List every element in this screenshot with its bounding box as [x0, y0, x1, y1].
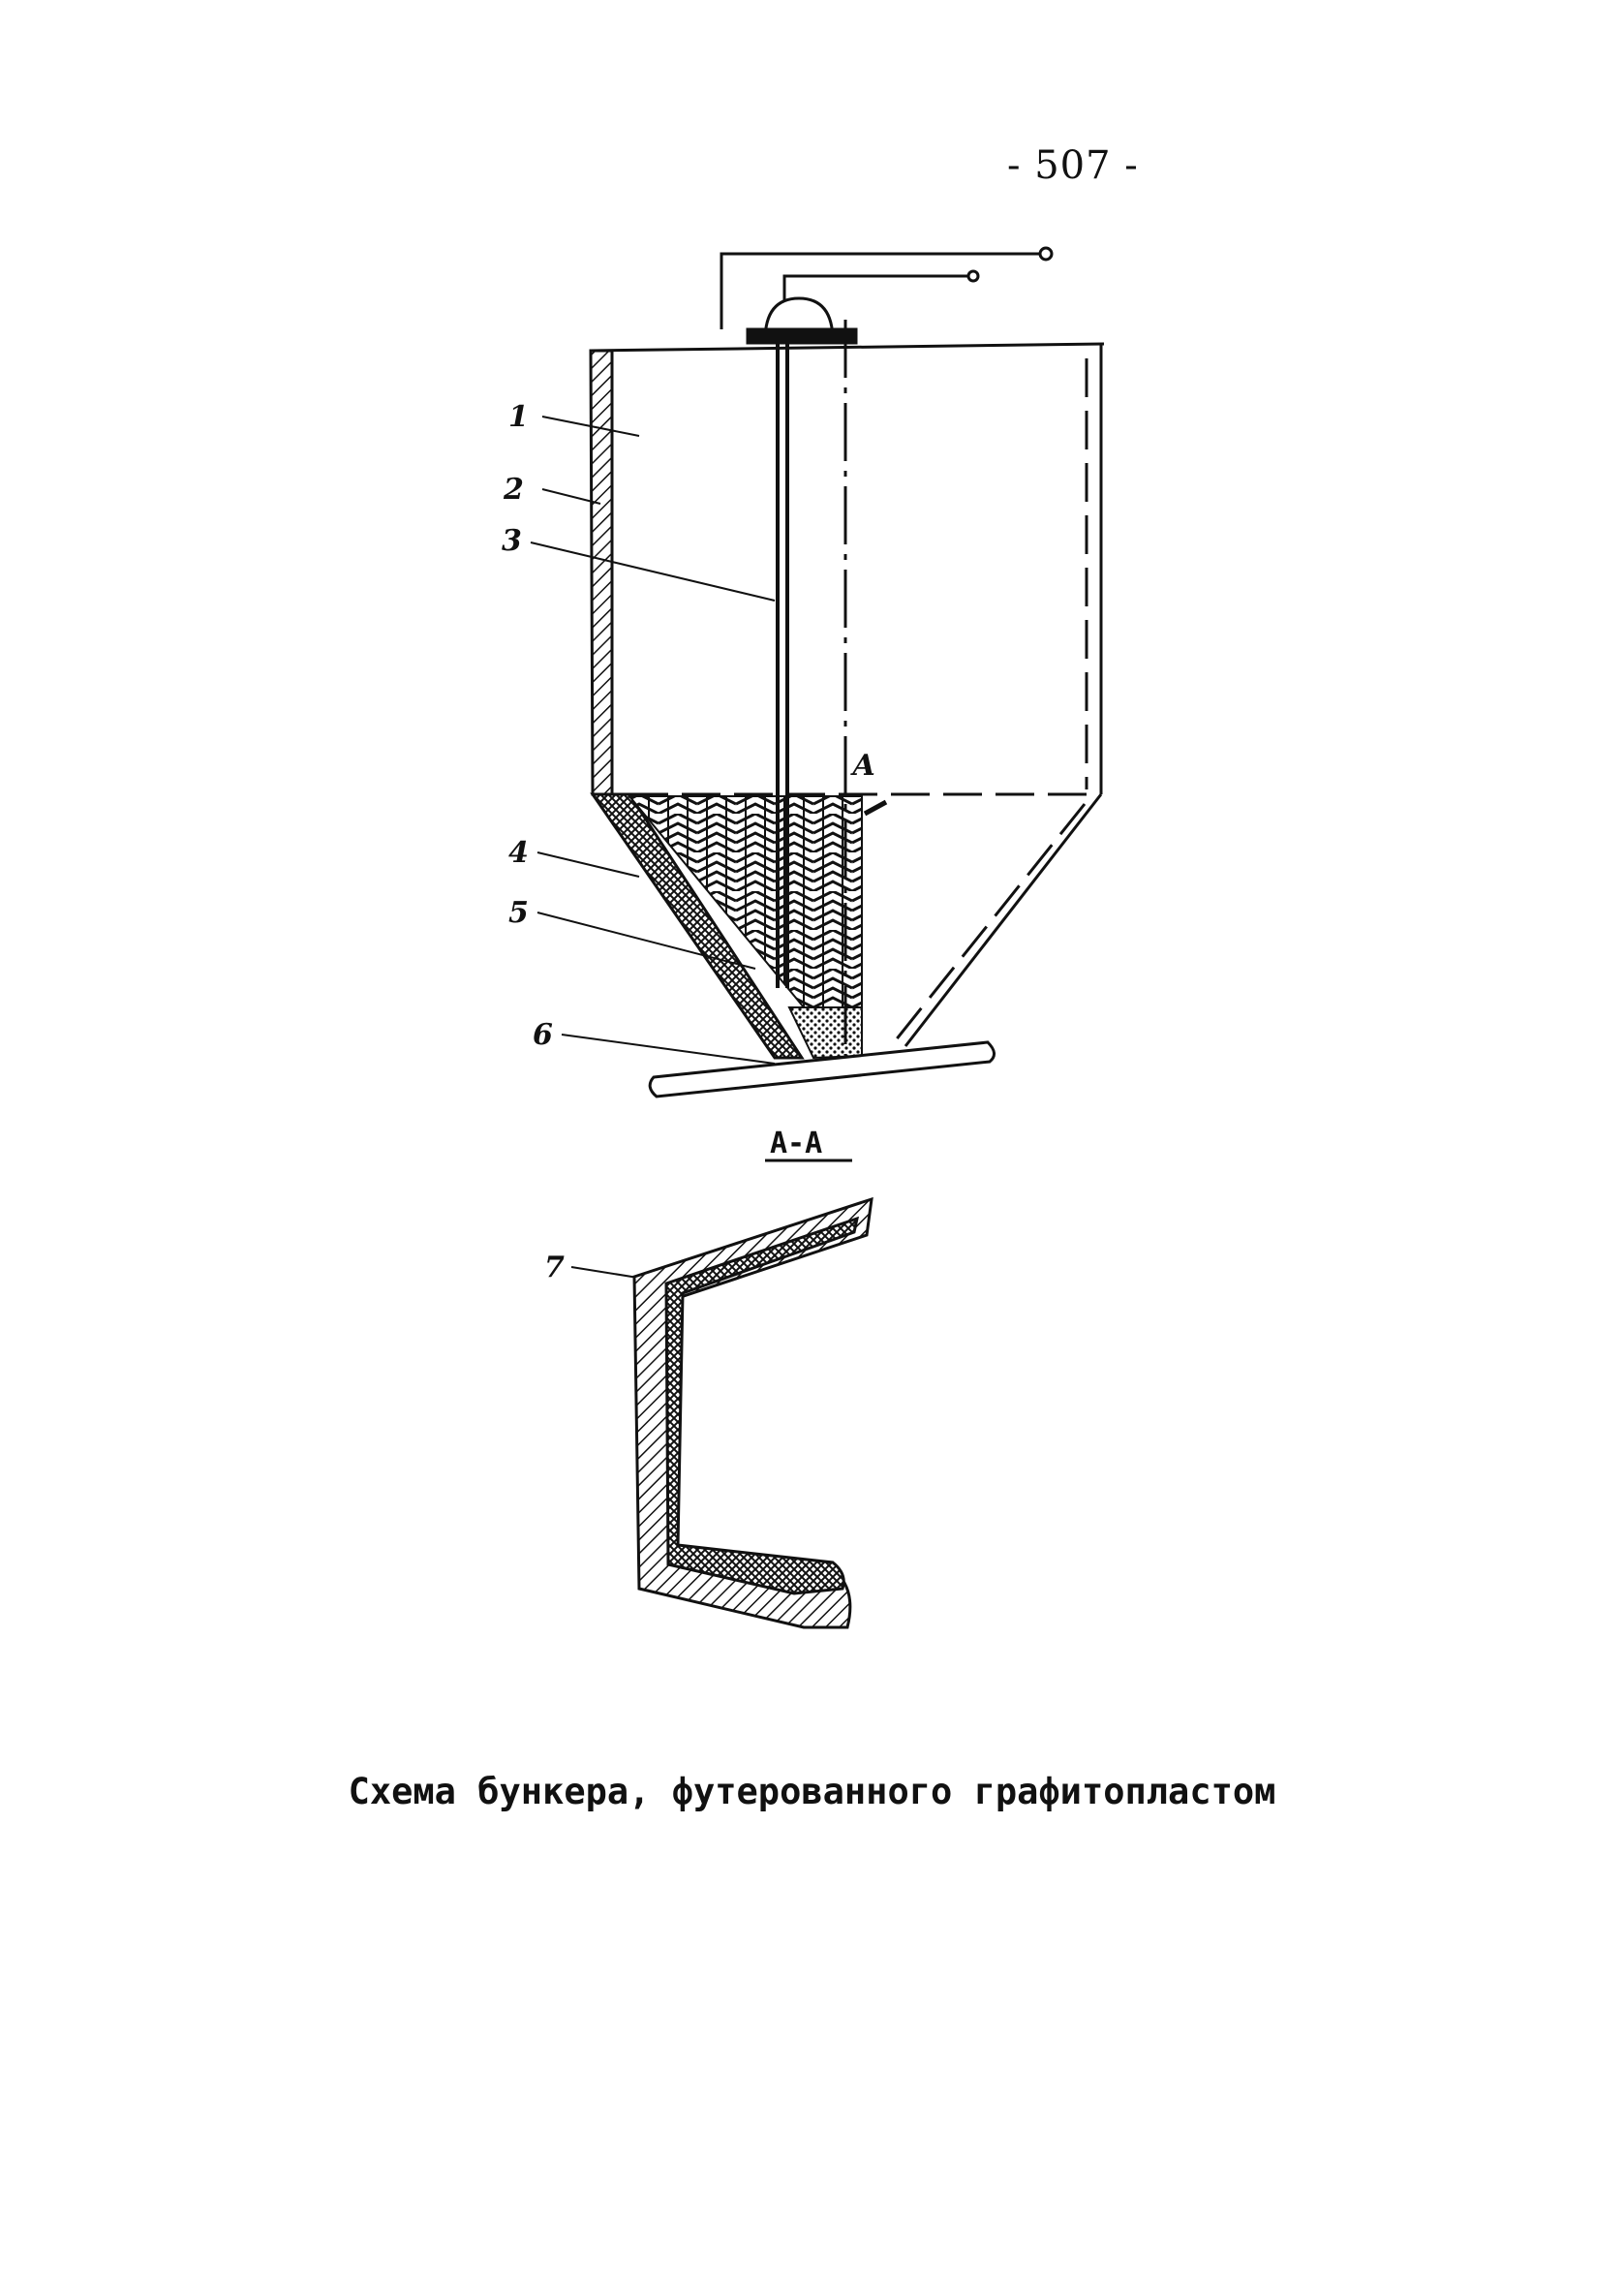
label-7: 7	[544, 1251, 565, 1284]
electrode-wiring	[721, 248, 1052, 343]
label-6: 6	[533, 1018, 553, 1052]
section-profile	[634, 1199, 872, 1627]
figure-caption: Схема бункера, футерованного графитопластом	[348, 1771, 1276, 1812]
label-2: 2	[504, 473, 524, 507]
section-marker: А	[852, 749, 876, 783]
discharge-zone	[789, 1007, 862, 1058]
label-4: 4	[508, 836, 529, 870]
page-number: - 507 -	[1007, 143, 1139, 188]
label-3: 3	[502, 524, 522, 558]
label-5: 5	[508, 896, 529, 930]
section-title: А-А	[770, 1127, 823, 1160]
label-1: 1	[508, 400, 529, 434]
